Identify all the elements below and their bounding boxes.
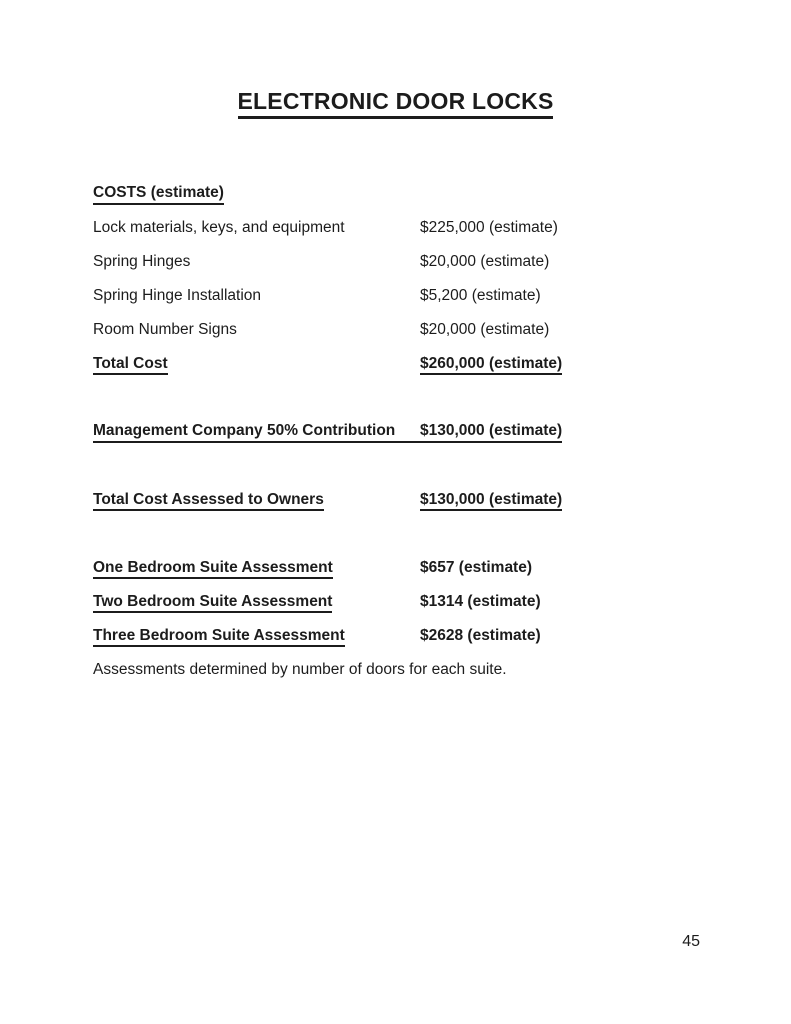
total-cost-label: Total Cost (93, 355, 168, 375)
assessment-row-label: Three Bedroom Suite Assessment (93, 627, 345, 647)
total-cost-row (93, 347, 703, 381)
assessment-row (93, 585, 703, 619)
section-spacer (93, 449, 703, 483)
owners-assessed-row (93, 483, 703, 517)
cost-row-value: $225,000 (estimate) (420, 219, 558, 236)
owners-assessed-value: $130,000 (estimate) (420, 491, 562, 511)
costs-heading-row (93, 177, 703, 211)
costs-heading: COSTS (estimate) (93, 184, 224, 205)
total-cost-value: $260,000 (estimate) (420, 355, 562, 375)
management-contribution-value: $130,000 (estimate) (420, 421, 563, 439)
cost-row-value: $20,000 (estimate) (420, 253, 550, 270)
cost-row-label: Room Number Signs (93, 321, 237, 338)
cost-row-value: $5,200 (estimate) (420, 287, 541, 304)
page-title-text: ELECTRONIC DOOR LOCKS (238, 88, 554, 119)
cost-row-label: Lock materials, keys, and equipment (93, 219, 345, 236)
assessment-row-value: $1314 (estimate) (420, 593, 541, 610)
cost-row (93, 279, 703, 313)
assessments-note: Assessments determined by number of doors for each suite. (93, 661, 507, 678)
section-spacer (93, 517, 703, 551)
cost-row-label: Spring Hinges (93, 253, 191, 270)
cost-row (93, 245, 703, 279)
management-contribution-label: Management Company 50% Contribution (93, 421, 396, 439)
page-title (0, 88, 791, 115)
section-spacer (93, 381, 703, 415)
cost-row (93, 313, 703, 347)
page-number: 45 (682, 933, 700, 950)
owners-assessed-label: Total Cost Assessed to Owners (93, 491, 324, 511)
cost-row-label: Spring Hinge Installation (93, 287, 262, 304)
assessment-row-label: One Bedroom Suite Assessment (93, 559, 333, 579)
assessment-row-value: $2628 (estimate) (420, 627, 541, 644)
assessment-row-value: $657 (estimate) (420, 559, 533, 576)
document-body (93, 177, 703, 687)
assessments-note-row (93, 653, 703, 687)
assessment-row (93, 551, 703, 585)
assessment-row-label: Two Bedroom Suite Assessment (93, 593, 332, 613)
assessment-row (93, 619, 703, 653)
management-contribution-row (93, 415, 703, 449)
cost-row-value: $20,000 (estimate) (420, 321, 550, 338)
cost-row (93, 211, 703, 245)
